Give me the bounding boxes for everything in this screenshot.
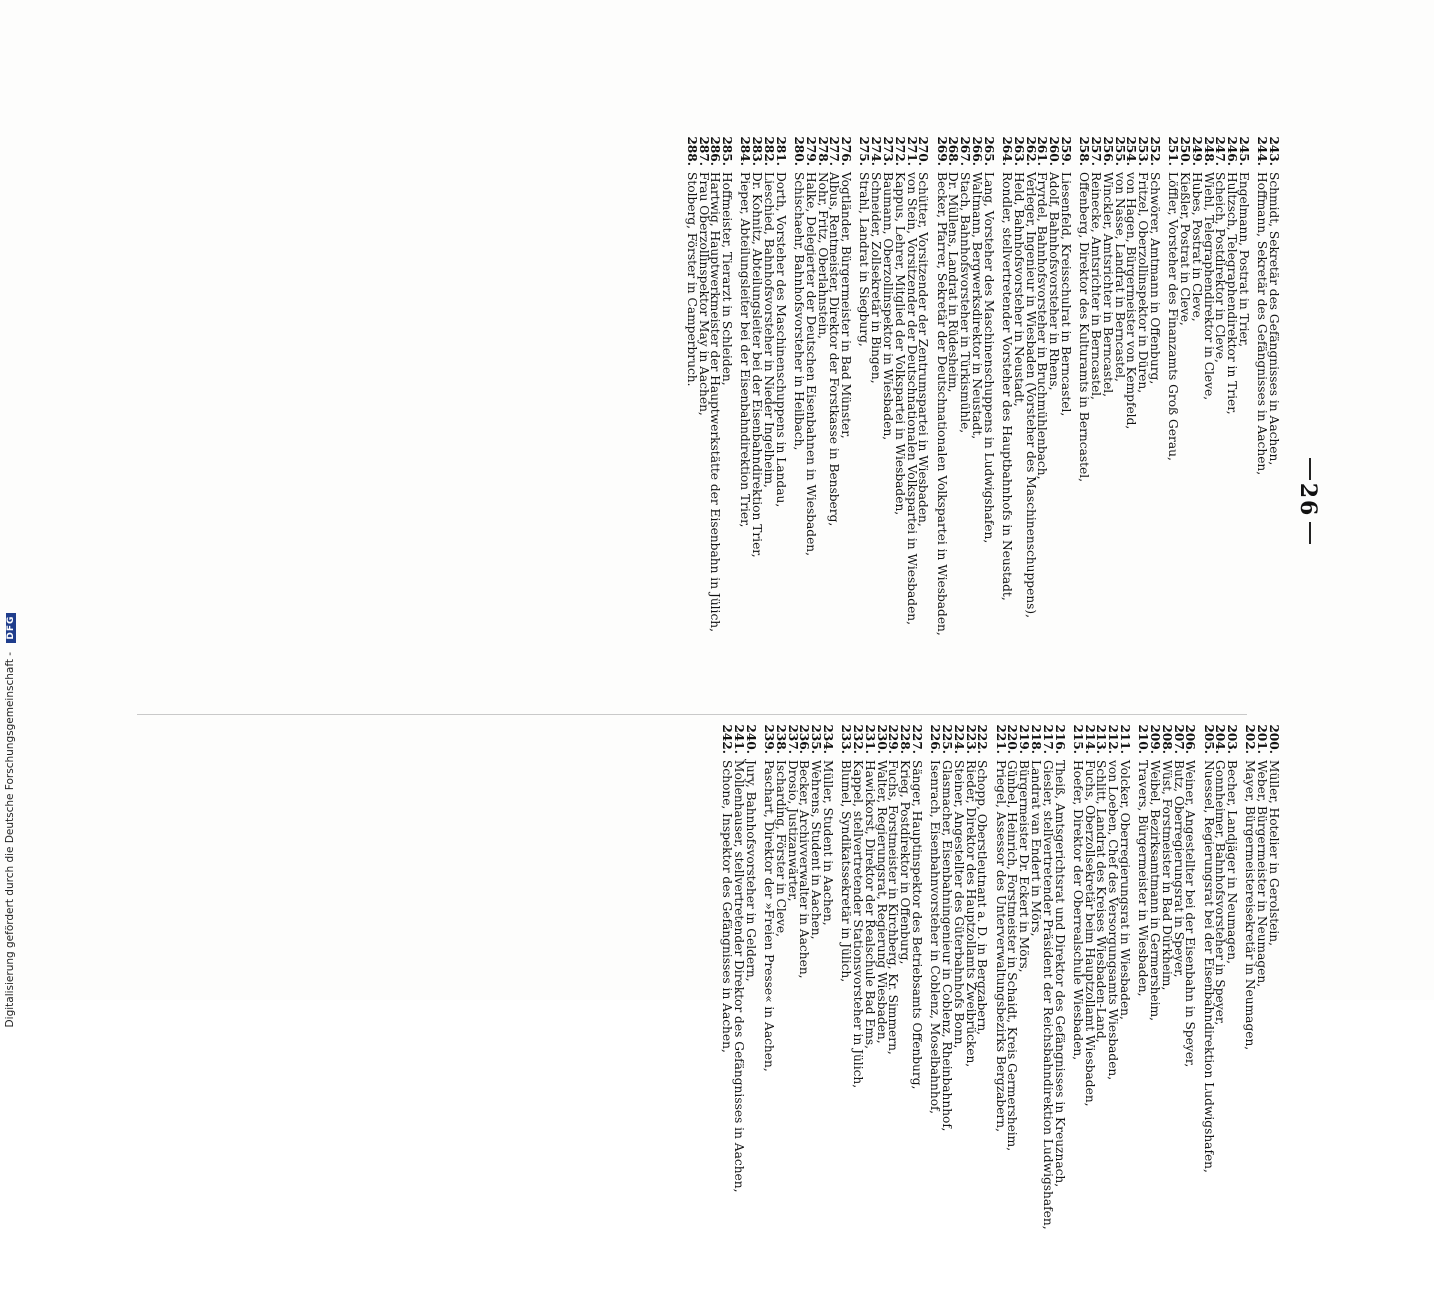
entry-number: 209.: [1148, 724, 1163, 754]
list-item: [1225, 132, 1240, 712]
entry-text: Becker, Pfarrer, Sekretär der Deutschnationalen Volkspartei in Wiesbaden,: [934, 172, 949, 636]
entry-text: Dorth, Vorsteher des Maschinenschuppens in Landau,: [773, 172, 788, 508]
entry-text: Volcker, Oberregierungsrat in Wiesbaden,: [1118, 760, 1133, 1020]
list-item: [827, 132, 842, 712]
list-item: [696, 132, 711, 712]
entry-number: 225.: [940, 724, 955, 754]
entry-text: Giesler, stellvertretender Präsident der Reichsbahndirektion Ludwigshafen,: [1040, 760, 1055, 1230]
list-item: [857, 132, 872, 712]
entry-text: Offenberg, Direktor des Kulturamts in Berncastel,: [1077, 172, 1092, 482]
entry-text: Theiß, Amtsgerichtsrat und Direktor des Gefängnisses in Kreuznach,: [1052, 760, 1067, 1188]
entry-number: 223.: [963, 724, 978, 754]
entry-number: 220.: [1005, 724, 1020, 754]
entry-number: 237.: [785, 724, 800, 754]
list-item: [785, 720, 800, 1300]
list-item: [821, 720, 836, 1300]
list-item: [775, 132, 786, 712]
entry-number: 246.: [1225, 136, 1240, 166]
dfg-logo: DFG: [6, 613, 16, 643]
entry-number: 232.: [851, 724, 866, 754]
list-item: [904, 132, 919, 712]
entry-number: 217.: [1040, 724, 1055, 754]
entry-text: Schopp, Oberstleutnant a. D. in Bergzabern,: [975, 760, 990, 1036]
entry-number: 215.: [1070, 724, 1085, 754]
entry-number: 208.: [1159, 724, 1174, 754]
entry-number: 282.: [762, 136, 777, 166]
entry-number: 262.: [1023, 136, 1038, 166]
entry-text: Kappus, Lehrer, Mitglied der Volkspartei in Wiesbaden,: [892, 172, 907, 516]
entry-text: Travers, Bürgermeister in Wiesbaden,: [1136, 760, 1151, 997]
entry-number: 279.: [803, 136, 818, 166]
list-item: [1225, 720, 1240, 1300]
entry-number: 227.: [910, 724, 925, 754]
entry-text: von Nasse, Landrat in Berncastel,: [1112, 172, 1127, 382]
list-item: [720, 720, 735, 1300]
entry-text: von Hagen, Bürgermeister von Kempfeld,: [1124, 172, 1139, 430]
entry-number: 250.: [1178, 136, 1193, 166]
entry-number: 267.: [958, 136, 973, 166]
entry-text: Priegel, Assessor des Unterverwaltungsbezirks Bergzabern,: [993, 760, 1008, 1132]
entry-text: Schneider, Zollsekretär in Bingen,: [869, 172, 884, 384]
entry-number: 253.: [1136, 136, 1151, 166]
entry-number: 281.: [773, 136, 788, 166]
list-item: [792, 132, 807, 712]
entry-text: Pieper, Abteilungsleiter bei der Eisenbahndirektion Trier,: [738, 172, 753, 528]
entry-number: 211.: [1118, 724, 1133, 754]
entry-text: Wehrens, Student in Aachen,: [809, 760, 824, 940]
entry-text: Wiehl, Telegraphendirektor in Cleve,: [1201, 172, 1216, 401]
list-item: [1243, 720, 1258, 1300]
entry-text: von Stein, Vorsitzender der Deutschnationalen Volkspartei in Wiesbaden,: [904, 172, 919, 625]
entry-number: 238.: [773, 724, 788, 754]
entry-number: 249.: [1189, 136, 1204, 166]
list-item: [916, 132, 931, 712]
entry-text: Weiner, Angestellter bei der Eisenbahn in Speyer,: [1183, 760, 1198, 1068]
entry-text: Dr. Kohnitz, Abteilungsleiter bei der Eisenbahndirektion Trier,: [750, 172, 765, 558]
entry-text: Schwörer, Amtmann in Offenburg,: [1148, 172, 1163, 385]
entry-number: 243.: [1267, 136, 1281, 166]
entry-number: 271.: [904, 136, 919, 166]
entry-text: Halke, Delegierter der Deutschen Eisenbahnen in Wiesbaden,: [803, 172, 818, 557]
list-item: [775, 720, 786, 1300]
entry-text: Hartwig, Hauptwerkmeister der Hauptwerkstätte der Eisenbahn in Jülich,: [708, 172, 723, 633]
entry-text: Fritzel, Oberzollinspektor in Düren,: [1136, 172, 1151, 394]
list-item: [983, 132, 994, 712]
entry-text: Schischaehr, Bahnhofsvorsteher in Heilbach,: [792, 172, 807, 451]
list-item: [1029, 720, 1044, 1300]
digitization-credit: [0, 0, 26, 1028]
entry-number: 205.: [1201, 724, 1216, 754]
list-item: [1238, 132, 1249, 712]
entry-text: Schlitt, Landrat des Kreises Wiesbaden-Land,: [1094, 760, 1109, 1043]
entry-number: 278.: [815, 136, 830, 166]
entry-text: Gonnheimer, Bahnhofsvorsteher in Speyer,: [1213, 760, 1228, 1026]
entry-text: Lieschied, Bahnhofsvorsteher in Nieder Ingelheim,: [762, 172, 777, 488]
entry-text: Rondler, stellvertretender Vorsteher des Hauptbahnhofs in Neustadt,: [1000, 172, 1015, 601]
entry-text: Nuessel, Regierungsrat bei der Eisenbahndirektion Ludwigshafen,: [1201, 760, 1216, 1173]
entry-number: 230.: [874, 724, 889, 754]
entry-text: Engelmann, Postrat in Trier,: [1237, 172, 1251, 348]
entry-text: Scheich, Postdirektor in Cleve,: [1213, 172, 1228, 363]
list-item: [1023, 132, 1038, 712]
entry-text: Wüst, Forstmeister in Bad Dürkheim,: [1159, 760, 1174, 991]
entry-number: 256.: [1100, 136, 1115, 166]
entry-number: 245.: [1237, 136, 1251, 166]
list-item: [864, 720, 875, 1300]
entry-number: 285.: [720, 136, 735, 166]
entry-text: Baumann, Oberzollinspektor in Wiesbaden,: [881, 172, 896, 441]
entry-text: Hultzsch, Telegraphendirektor in Trier,: [1225, 172, 1240, 415]
entry-number: 218.: [1029, 724, 1044, 754]
header-dash-right: [1310, 522, 1312, 544]
list-item: [1059, 132, 1074, 712]
entry-text: Lang, Vorsteher des Maschinenschuppens in Ludwigshafen,: [981, 172, 996, 544]
entry-text: Weber, Bürgermeister in Neumagen,: [1255, 760, 1270, 988]
entry-text: Bürgermeister Dr. Eckert in Mörs,: [1017, 760, 1032, 973]
entry-text: Löffler, Vorsteher des Finanzamts Groß Gerau,: [1166, 172, 1181, 461]
entry-text: Müller, Hotelier in Gerolstein,: [1267, 760, 1281, 946]
entry-number: 258.: [1077, 136, 1092, 166]
entry-number: 248.: [1201, 136, 1216, 166]
list-item: [750, 132, 765, 712]
entry-number: 202.: [1243, 724, 1258, 754]
entry-text: Stolberg, Förster in Camperbruch.: [684, 172, 699, 387]
list-item: [1255, 132, 1270, 712]
entry-number: 236.: [797, 724, 812, 754]
list-item: [928, 720, 943, 1300]
list-item: [1005, 720, 1020, 1300]
entry-number: 252.: [1148, 136, 1163, 166]
entry-text: Krieg, Postdirektor in Offenburg,: [898, 760, 913, 965]
list-item: [1052, 720, 1067, 1300]
entry-number: 257.: [1089, 136, 1104, 166]
list-item: [1183, 720, 1198, 1300]
list-item: [1082, 720, 1097, 1300]
list-item: [839, 132, 854, 712]
column-divider: [137, 714, 1247, 715]
entry-text: Landrat van Endert in Mörs,: [1029, 760, 1044, 937]
entry-text: Adolf, Bahnhofsvorsteher in Rhens,: [1047, 172, 1062, 391]
entry-number: 244.: [1255, 136, 1270, 166]
entry-number: 203.: [1225, 724, 1240, 754]
list-item: [1201, 132, 1216, 712]
entry-number: 240.: [743, 724, 758, 754]
list-item: [1118, 720, 1133, 1300]
entry-text: Verleger, Ingenieur in Wiesbaden (Vorsteher des Maschinenschuppens),: [1023, 172, 1038, 619]
entry-number: 241.: [732, 724, 747, 754]
entry-number: 242.: [720, 724, 735, 754]
list-item: [1148, 132, 1163, 712]
entry-text: Walter, Regierungsrat, Regierung Wiesbaden,: [874, 760, 889, 1044]
entry-text: Günbel, Heinrich, Forstmeister in Schaidt, Kreis Germersheim,: [1005, 760, 1020, 1152]
list-item: [1089, 132, 1104, 712]
entry-text: Waltmann, Bergwerksdirektor in Neustadt,: [970, 172, 985, 440]
list-item: [1136, 132, 1151, 712]
entry-number: 254.: [1124, 136, 1139, 166]
list-item: [1000, 132, 1015, 712]
entry-number: 226.: [928, 724, 943, 754]
list-item: [1094, 720, 1109, 1300]
entry-text: Hubes, Postrat in Cleve,: [1189, 172, 1204, 322]
list-item: [898, 720, 913, 1300]
list-item: [881, 132, 896, 712]
list-item: [762, 720, 777, 1300]
entry-text: Blumel, Syndikatssekretär in Jülich,: [839, 760, 854, 983]
list-item: [1268, 720, 1279, 1300]
list-item: [1213, 720, 1228, 1300]
list-item: [1166, 132, 1181, 712]
entry-text: Fuchs, Oberzollsekretär beim Hauptzollamt Wiesbaden,: [1082, 760, 1097, 1107]
rotated-print: [107, 136, 1327, 1230]
list-item: [1124, 132, 1139, 712]
list-item: [1161, 720, 1172, 1300]
entry-number: 274.: [869, 136, 884, 166]
list-item: [1201, 720, 1216, 1300]
list-item: [1178, 132, 1193, 712]
list-item: [1148, 720, 1163, 1300]
entry-text: Rieder, Direktor des Hauptzollamts Zweibrücken,: [963, 760, 978, 1068]
entry-text: Frau Oberzollinspektor May in Aachen,: [696, 172, 711, 416]
list-item: [953, 720, 964, 1300]
list-item: [1017, 720, 1032, 1300]
entry-number: 200.: [1267, 724, 1281, 754]
entry-text: Nohr, Fritz, Oberlahnstein,: [815, 172, 830, 340]
entry-number: 233.: [839, 724, 854, 754]
entry-number: 266.: [970, 136, 985, 166]
entry-number: 234.: [821, 724, 836, 754]
entry-text: Held, Bahnhofsvorsteher in Neustadt,: [1011, 172, 1026, 407]
entry-text: von Loeben, Chef des Versorgungsamts Wiesbaden,: [1106, 760, 1121, 1081]
list-item: [809, 720, 824, 1300]
entry-number: 277.: [827, 136, 842, 166]
entry-number: 261.: [1035, 136, 1050, 166]
entry-text: Müller, Student in Aachen,: [821, 760, 836, 926]
entry-text: Schmidt, Sekretär des Gefängnisses in Aachen,: [1267, 172, 1281, 466]
list-item: [975, 720, 990, 1300]
entries-column-left: [119, 720, 1279, 1300]
entry-number: 268.: [946, 136, 961, 166]
entry-text: Vogtländer, Bürgermeister in Bad Münster,: [839, 172, 854, 439]
entry-text: Hawickorst, Direktor der Realschule Bad Ems,: [862, 760, 877, 1050]
credit-text: Digitalisierung gefördert durch die Deutsche Forschungsgemeinschaft -: [4, 651, 16, 1028]
entry-text: Albus, Rentmeister, Direktor der Forstkasse in Bensberg,: [827, 172, 842, 527]
entry-number: 276.: [839, 136, 854, 166]
entry-text: Hoefer, Direktor der Oberrealschule Wiesbaden,: [1070, 760, 1085, 1061]
entry-text: Stach, Bahnhofsvorsteher in Türkismühle,: [958, 172, 973, 434]
entry-text: Weibel, Bezirksamtmann in Germersheim,: [1148, 760, 1163, 1022]
entry-number: 283.: [750, 136, 765, 166]
list-item: [720, 132, 735, 712]
list-item: [1042, 720, 1053, 1300]
entry-text: Jury, Bahnhofsvorsteher in Geldern,: [743, 760, 758, 982]
list-item: [946, 132, 961, 712]
list-item: [894, 132, 905, 712]
entry-number: 264.: [1000, 136, 1015, 166]
entry-text: Kießler, Postrat in Cleve,: [1178, 172, 1193, 326]
entry-text: Sänger, Hauptinspektor des Betriebsamts Offenburg,: [910, 760, 925, 1090]
entry-number: 207.: [1171, 724, 1186, 754]
entry-text: Schone, Inspektor des Gefängnisses in Aachen,: [720, 760, 735, 1053]
list-item: [745, 720, 756, 1300]
entry-number: 212.: [1106, 724, 1121, 754]
entry-number: 260.: [1047, 136, 1062, 166]
list-item: [1047, 132, 1062, 712]
list-item: [805, 132, 816, 712]
list-item: [686, 132, 697, 712]
entry-text: Reinecke, Amtsrichter in Berncastel,: [1089, 172, 1104, 400]
entry-number: 270.: [916, 136, 931, 166]
entry-number: 214.: [1082, 724, 1097, 754]
list-item: [940, 720, 955, 1300]
entry-text: Becher, Landjäger in Neumagen,: [1225, 760, 1240, 964]
entry-number: 273.: [881, 136, 896, 166]
entry-number: 280.: [792, 136, 807, 166]
entry-number: 222.: [975, 724, 990, 754]
list-item: [1102, 132, 1113, 712]
entry-number: 204.: [1213, 724, 1228, 754]
entry-number: 216.: [1052, 724, 1067, 754]
list-item: [886, 720, 901, 1300]
entry-number: 255.: [1112, 136, 1127, 166]
entry-text: Paschart, Direktor der »Freien Presse« in Aachen,: [762, 760, 777, 1072]
entry-number: 206.: [1183, 724, 1198, 754]
entry-number: 286.: [708, 136, 723, 166]
entry-number: 221.: [993, 724, 1008, 754]
entries-column-right: [119, 132, 1279, 712]
entry-text: Butz, Oberregierungsrat in Speyer,: [1171, 760, 1186, 978]
entry-text: Drosio, Justizanwärter,: [785, 760, 800, 902]
entry-number: 288.: [684, 136, 699, 166]
entry-number: 213.: [1094, 724, 1109, 754]
list-item: [708, 132, 723, 712]
entry-number: 259.: [1059, 136, 1074, 166]
list-item: [1072, 720, 1083, 1300]
list-item: [1112, 132, 1127, 712]
list-item: [762, 132, 777, 712]
entry-number: 251.: [1166, 136, 1181, 166]
entry-text: Strahl, Landrat in Siegburg,: [857, 172, 872, 347]
entry-number: 224.: [951, 724, 966, 754]
entry-number: 210.: [1136, 724, 1151, 754]
entry-text: Becker, Archivverwalter in Aachen,: [797, 760, 812, 979]
list-item: [1213, 132, 1228, 712]
entry-text: Hoffmeister, Tierarzt in Schleiden,: [720, 172, 735, 386]
entry-number: 263.: [1011, 136, 1026, 166]
list-item: [851, 720, 866, 1300]
list-item: [1035, 132, 1050, 712]
list-item: [815, 132, 830, 712]
list-item: [738, 132, 753, 712]
entry-text: Kappel, stellvertretender Stationsvorsteher in Jülich,: [851, 760, 866, 1089]
list-item: [958, 132, 973, 712]
list-item: [732, 720, 747, 1300]
entry-number: 228.: [898, 724, 913, 754]
list-item: [1191, 132, 1202, 712]
list-item: [1136, 720, 1151, 1300]
entry-text: Winckler, Amtsrichter in Berncastel,: [1100, 172, 1115, 398]
entry-number: 235.: [809, 724, 824, 754]
entry-number: 269.: [934, 136, 949, 166]
entry-text: Glasmacher, Eisenbahningenieur in Coblenz, Rheinbahnhof,: [940, 760, 955, 1132]
page-number: 26: [1295, 482, 1321, 518]
list-item: [869, 132, 884, 712]
entry-text: Fuchs, Forstmeister in Kirchberg, Kr. Simmern,: [886, 760, 901, 1055]
list-item: [1106, 720, 1121, 1300]
entry-number: 275.: [857, 136, 872, 166]
entry-number: 272.: [892, 136, 907, 166]
entry-number: 287.: [696, 136, 711, 166]
entry-number: 239.: [762, 724, 777, 754]
list-item: [839, 720, 854, 1300]
list-item: [970, 132, 985, 712]
list-item: [910, 720, 925, 1300]
entry-number: 284.: [738, 136, 753, 166]
page-header: [1287, 140, 1327, 860]
list-item: [1171, 720, 1186, 1300]
entry-text: Mollenhauser, stellvertretender Direktor des Gefängnisses in Aachen,: [732, 760, 747, 1193]
list-item: [1013, 132, 1024, 712]
entry-number: 229.: [886, 724, 901, 754]
list-item: [993, 720, 1008, 1300]
list-item: [1255, 720, 1270, 1300]
entry-text: Ischarding, Förster in Cleve,: [773, 760, 788, 937]
entry-text: Dr. Müllens, Landrat in Rüdesheim,: [946, 172, 961, 393]
list-item: [1077, 132, 1092, 712]
entry-text: Mayer, Bürgermeistereisekretär in Neumagen,: [1243, 760, 1258, 1051]
entry-number: 231.: [862, 724, 877, 754]
entry-number: 247.: [1213, 136, 1228, 166]
entry-text: Isenrach, Eisenbahnvorsteher in Coblenz, Moselbahnhof,: [928, 760, 943, 1114]
entry-text: Hoffmann, Sekretär des Gefängnisses in Aachen,: [1255, 172, 1270, 476]
list-item: [797, 720, 812, 1300]
entry-number: 265.: [981, 136, 996, 166]
entry-text: Liesenfeld, Kreisschulrat in Berncastel,: [1059, 172, 1074, 417]
entry-text: Fryrdel, Bahnhofsvorsteher in Bruchmühlenbach,: [1035, 172, 1050, 480]
entry-text: Steiner, Angestellter des Güterbahnhofs Bonn,: [951, 760, 966, 1049]
entry-number: 219.: [1017, 724, 1032, 754]
entry-number: 201.: [1255, 724, 1270, 754]
list-item: [874, 720, 889, 1300]
list-item: [963, 720, 978, 1300]
list-item: [934, 132, 949, 712]
list-item: [1268, 132, 1279, 712]
entry-text: Schütter, Vorsitzender der Zentrumspartei in Wiesbaden,: [916, 172, 931, 527]
